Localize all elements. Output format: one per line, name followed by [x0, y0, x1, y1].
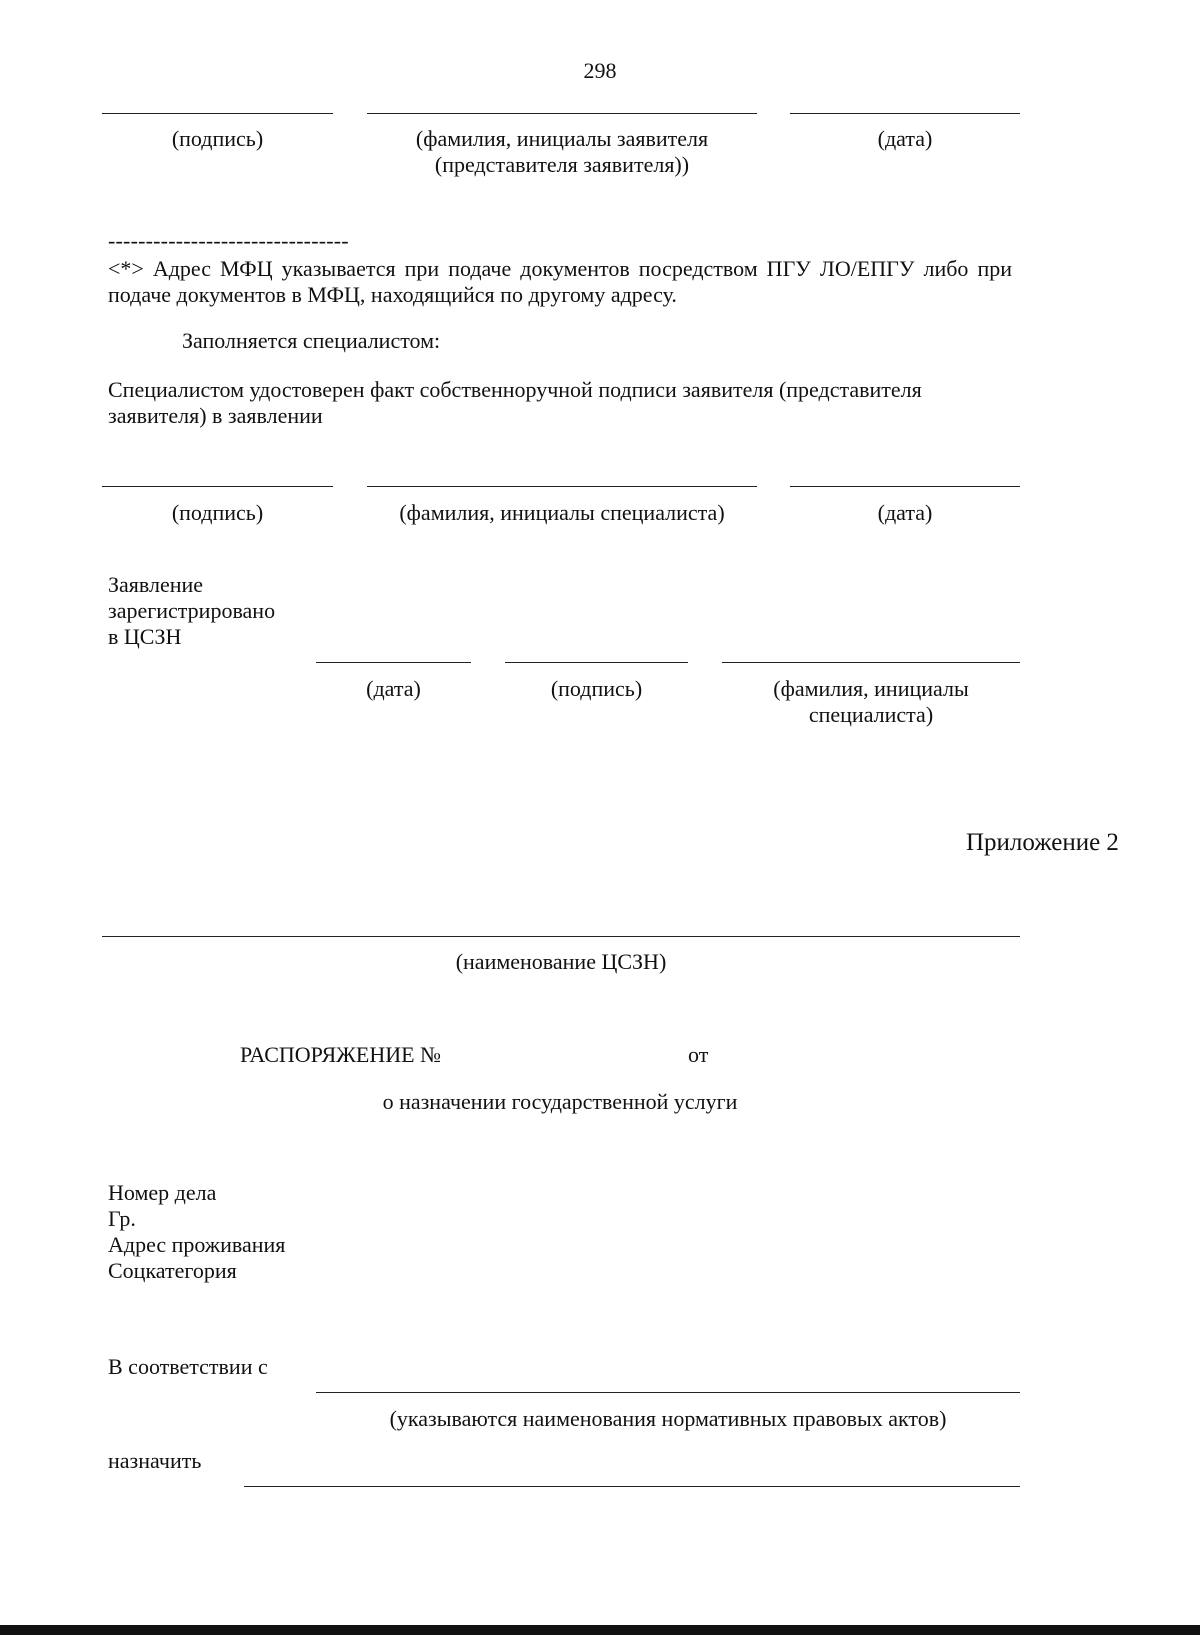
signature-line	[102, 113, 333, 114]
name-caption-line2: (представителя заявителя))	[434, 152, 690, 177]
legal-acts-caption: (указываются наименования нормативных правовых актов)	[389, 1406, 947, 1431]
date-caption: (дата)	[877, 126, 933, 151]
specialist-heading: Заполняется специалистом:	[182, 328, 441, 353]
signature-caption: (подпись)	[171, 126, 264, 151]
accordance-label: В соответствии с	[108, 1354, 268, 1379]
legal-acts-line	[316, 1392, 1020, 1393]
registration-label-line1: Заявление	[108, 572, 204, 597]
date-line	[790, 113, 1020, 114]
registration-signature-line	[505, 662, 688, 663]
registration-name-line1: (фамилия, инициалы	[773, 676, 969, 701]
registration-name-line2: специалиста)	[808, 702, 934, 727]
order-from: от	[688, 1042, 709, 1067]
registration-signature-caption: (подпись)	[550, 676, 643, 701]
registration-date-line	[316, 662, 471, 663]
name-caption-line1: (фамилия, инициалы заявителя	[415, 126, 709, 151]
registration-label-line3: в ЦСЗН	[108, 624, 182, 649]
case-fields	[108, 1180, 285, 1284]
signature-caption: (подпись)	[171, 500, 264, 525]
page-number: 298	[583, 58, 617, 83]
citizen-label: Гр.	[108, 1206, 136, 1231]
specialist-statement: Специалистом удостоверен факт собственноручной подписи заявителя (представителя заявителя) в заявлении	[108, 377, 922, 428]
assign-line	[244, 1486, 1020, 1487]
signature-line	[102, 486, 333, 487]
footnote-separator: --------------------------------	[108, 228, 349, 253]
address-label: Адрес проживания	[108, 1232, 286, 1257]
assign-label: назначить	[108, 1448, 202, 1473]
org-name-caption: (наименование ЦСЗН)	[455, 949, 667, 974]
specialist-name-caption: (фамилия, инициалы специалиста)	[399, 500, 725, 525]
appendix-label: Приложение 2	[966, 829, 1119, 856]
order-subject: о назначении государственной услуги	[382, 1089, 738, 1114]
registration-label-line2: зарегистрировано	[108, 598, 276, 623]
org-name-line	[102, 936, 1020, 937]
registration-date-caption: (дата)	[366, 676, 421, 701]
case-number-label: Номер дела	[108, 1180, 217, 1205]
name-line	[367, 113, 757, 114]
registration-name-line	[722, 662, 1020, 663]
order-title: РАСПОРЯЖЕНИЕ №	[240, 1042, 442, 1067]
social-category-label: Соцкатегория	[108, 1258, 237, 1283]
date-line	[790, 486, 1020, 487]
date-caption: (дата)	[877, 500, 933, 525]
registration-name-caption	[722, 676, 1020, 728]
name-line	[367, 486, 757, 487]
name-caption	[367, 126, 757, 178]
footnote-text: <*> Адрес МФЦ указывается при подаче документов посредством ПГУ ЛО/ЕПГУ либо при подаче документов в МФЦ, находящийся по другому адресу.	[108, 256, 1012, 307]
scan-edge-bar	[0, 1625, 1200, 1635]
registration-label	[108, 572, 275, 650]
